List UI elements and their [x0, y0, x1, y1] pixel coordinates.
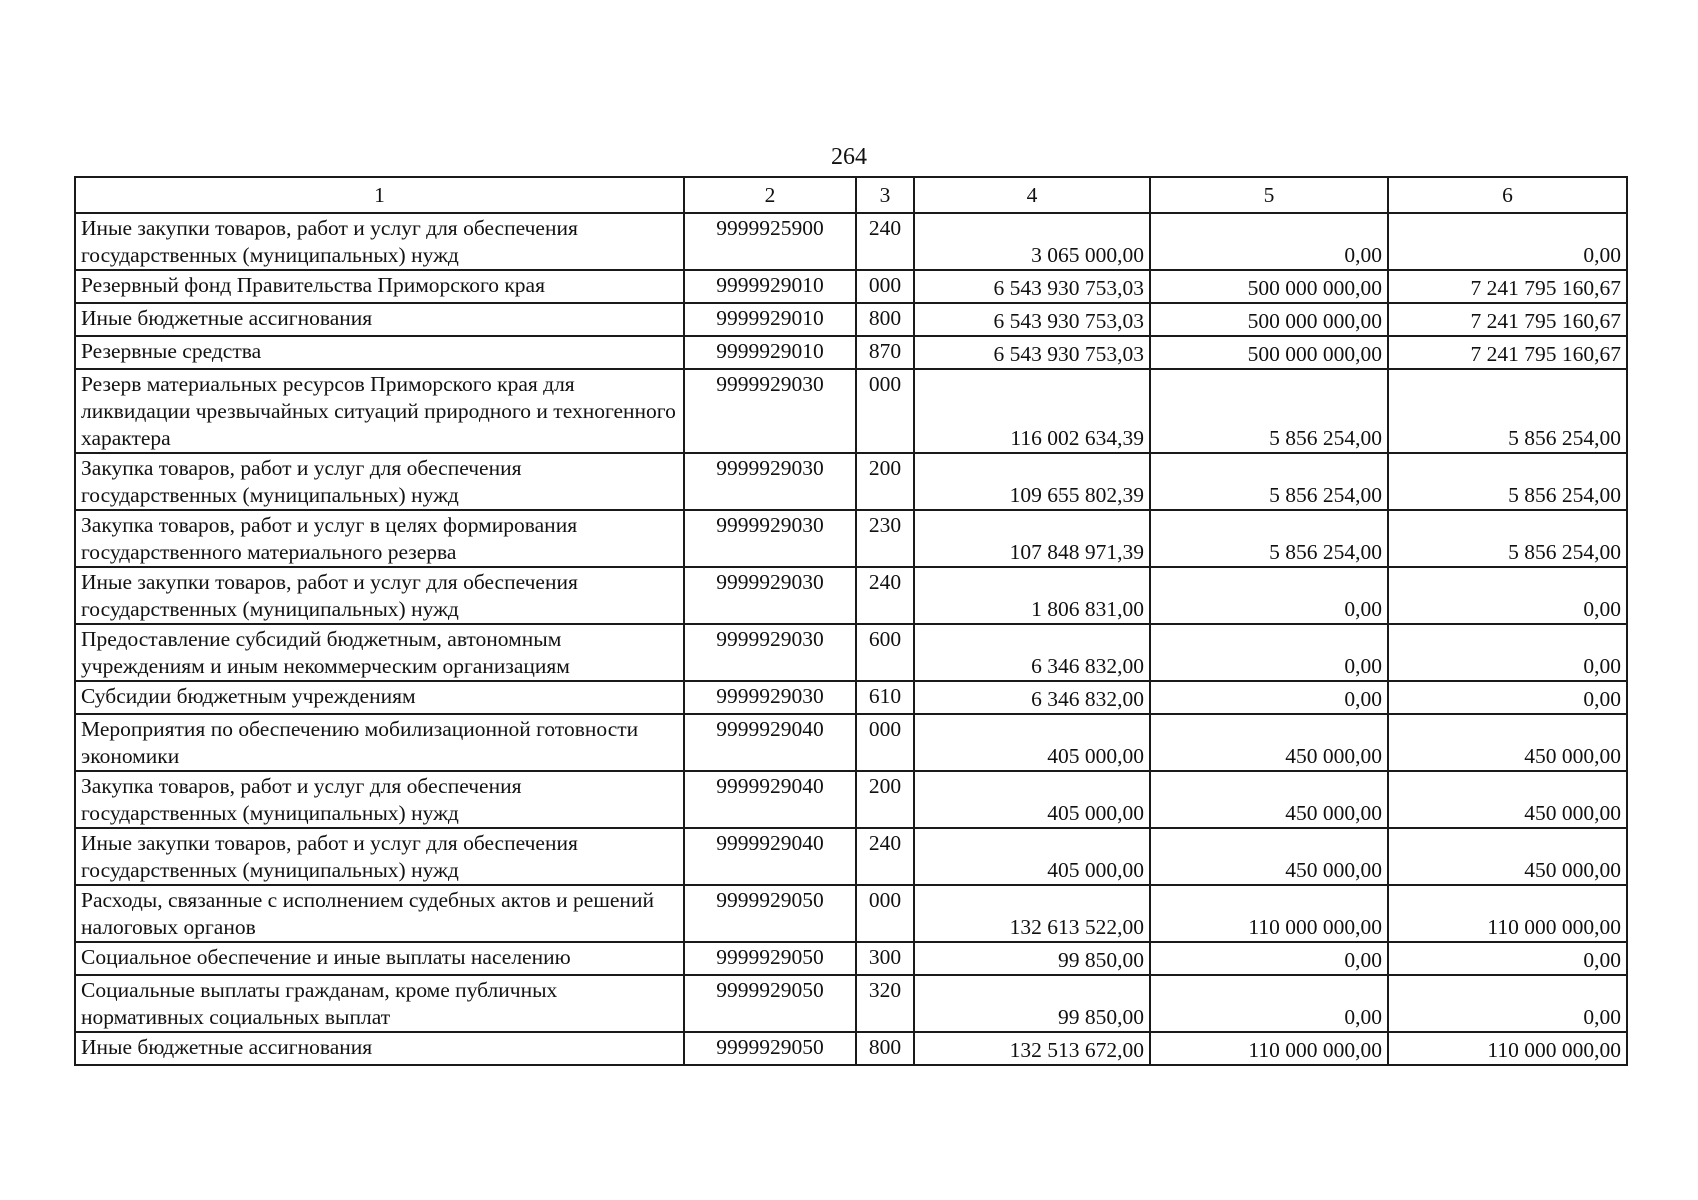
row-code-cell: 9999929040: [684, 828, 856, 885]
row-subcode-cell: 000: [856, 369, 914, 453]
row-amount-col6: 0,00: [1388, 567, 1627, 624]
table-row: [75, 270, 1627, 303]
row-amount-col6: 5 856 254,00: [1388, 369, 1627, 453]
column-header: 6: [1388, 177, 1627, 213]
table-row: [75, 714, 1627, 771]
table-row: [75, 369, 1627, 453]
row-code-cell: 9999929030: [684, 567, 856, 624]
row-code-cell: 9999929030: [684, 369, 856, 453]
row-amount-col5: 500 000 000,00: [1150, 336, 1388, 369]
row-amount-col4: 405 000,00: [914, 828, 1150, 885]
table-row: [75, 975, 1627, 1032]
row-amount-col5: 110 000 000,00: [1150, 1032, 1388, 1065]
row-amount-col6: 0,00: [1388, 942, 1627, 975]
row-subcode-cell: 870: [856, 336, 914, 369]
table-row: [75, 453, 1627, 510]
row-amount-col6: 0,00: [1388, 213, 1627, 270]
table-row: [75, 828, 1627, 885]
row-subcode-cell: 200: [856, 771, 914, 828]
row-amount-col4: 1 806 831,00: [914, 567, 1150, 624]
table-row: [75, 1032, 1627, 1065]
row-amount-col5: 0,00: [1150, 942, 1388, 975]
page-number: 264: [831, 144, 867, 170]
row-subcode-cell: 610: [856, 681, 914, 714]
row-amount-col5: 450 000,00: [1150, 828, 1388, 885]
row-code-cell: 9999929050: [684, 942, 856, 975]
row-name-cell: Социальное обеспечение и иные выплаты населению: [75, 942, 684, 975]
row-amount-col6: 0,00: [1388, 624, 1627, 681]
row-amount-col5: 450 000,00: [1150, 771, 1388, 828]
table-row: [75, 624, 1627, 681]
row-amount-col4: 109 655 802,39: [914, 453, 1150, 510]
row-name-cell: Расходы, связанные с исполнением судебных актов и решений налоговых органов: [75, 885, 684, 942]
row-amount-col6: 7 241 795 160,67: [1388, 270, 1627, 303]
column-header: 2: [684, 177, 856, 213]
table-row: [75, 213, 1627, 270]
row-code-cell: 9999929010: [684, 270, 856, 303]
row-amount-col4: 405 000,00: [914, 714, 1150, 771]
row-amount-col4: 132 613 522,00: [914, 885, 1150, 942]
row-amount-col5: 5 856 254,00: [1150, 369, 1388, 453]
row-amount-col6: 7 241 795 160,67: [1388, 336, 1627, 369]
row-amount-col4: 3 065 000,00: [914, 213, 1150, 270]
row-amount-col4: 6 543 930 753,03: [914, 270, 1150, 303]
row-code-cell: 9999929010: [684, 336, 856, 369]
row-name-cell: Закупка товаров, работ и услуг для обеспечения государственных (муниципальных) нужд: [75, 771, 684, 828]
row-amount-col6: 5 856 254,00: [1388, 453, 1627, 510]
row-amount-col6: 0,00: [1388, 975, 1627, 1032]
row-amount-col4: 99 850,00: [914, 942, 1150, 975]
row-subcode-cell: 600: [856, 624, 914, 681]
row-name-cell: Иные закупки товаров, работ и услуг для обеспечения государственных (муниципальных) нужд: [75, 567, 684, 624]
row-amount-col4: 6 543 930 753,03: [914, 336, 1150, 369]
row-amount-col5: 0,00: [1150, 567, 1388, 624]
row-amount-col4: 6 543 930 753,03: [914, 303, 1150, 336]
row-amount-col5: 0,00: [1150, 681, 1388, 714]
table-row: [75, 771, 1627, 828]
row-amount-col4: 405 000,00: [914, 771, 1150, 828]
row-subcode-cell: 320: [856, 975, 914, 1032]
row-name-cell: Социальные выплаты гражданам, кроме публичных нормативных социальных выплат: [75, 975, 684, 1032]
row-name-cell: Закупка товаров, работ и услуг в целях формирования государственного материального резерва: [75, 510, 684, 567]
row-code-cell: 9999929050: [684, 1032, 856, 1065]
row-subcode-cell: 000: [856, 714, 914, 771]
row-amount-col6: 450 000,00: [1388, 828, 1627, 885]
row-amount-col4: 99 850,00: [914, 975, 1150, 1032]
row-code-cell: 9999929010: [684, 303, 856, 336]
column-header: 1: [75, 177, 684, 213]
row-code-cell: 9999929040: [684, 714, 856, 771]
table-row: [75, 567, 1627, 624]
row-amount-col4: 116 002 634,39: [914, 369, 1150, 453]
row-subcode-cell: 800: [856, 303, 914, 336]
row-subcode-cell: 200: [856, 453, 914, 510]
row-amount-col4: 132 513 672,00: [914, 1032, 1150, 1065]
table-body: [75, 213, 1627, 1065]
table-row: [75, 303, 1627, 336]
row-code-cell: 9999929030: [684, 510, 856, 567]
row-name-cell: Субсидии бюджетным учреждениям: [75, 681, 684, 714]
row-name-cell: Иные бюджетные ассигнования: [75, 303, 684, 336]
row-name-cell: Резервный фонд Правительства Приморского края: [75, 270, 684, 303]
row-subcode-cell: 240: [856, 567, 914, 624]
row-amount-col5: 500 000 000,00: [1150, 270, 1388, 303]
row-amount-col5: 5 856 254,00: [1150, 453, 1388, 510]
row-subcode-cell: 300: [856, 942, 914, 975]
table-row: [75, 942, 1627, 975]
row-name-cell: Резервные средства: [75, 336, 684, 369]
row-amount-col5: 0,00: [1150, 213, 1388, 270]
column-header: 3: [856, 177, 914, 213]
row-subcode-cell: 000: [856, 885, 914, 942]
row-code-cell: 9999929030: [684, 453, 856, 510]
row-amount-col5: 0,00: [1150, 624, 1388, 681]
row-name-cell: Иные бюджетные ассигнования: [75, 1032, 684, 1065]
table-row: [75, 510, 1627, 567]
table-row: [75, 885, 1627, 942]
row-code-cell: 9999929050: [684, 885, 856, 942]
row-amount-col5: 110 000 000,00: [1150, 885, 1388, 942]
row-amount-col4: 6 346 832,00: [914, 624, 1150, 681]
row-name-cell: Мероприятия по обеспечению мобилизационной готовности экономики: [75, 714, 684, 771]
row-amount-col4: 6 346 832,00: [914, 681, 1150, 714]
row-amount-col5: 450 000,00: [1150, 714, 1388, 771]
row-name-cell: Иные закупки товаров, работ и услуг для обеспечения государственных (муниципальных) нужд: [75, 828, 684, 885]
row-amount-col6: 450 000,00: [1388, 771, 1627, 828]
table-row: [75, 336, 1627, 369]
row-code-cell: 9999929040: [684, 771, 856, 828]
row-amount-col6: 110 000 000,00: [1388, 1032, 1627, 1065]
row-amount-col5: 5 856 254,00: [1150, 510, 1388, 567]
row-name-cell: Закупка товаров, работ и услуг для обеспечения государственных (муниципальных) нужд: [75, 453, 684, 510]
row-amount-col6: 0,00: [1388, 681, 1627, 714]
row-code-cell: 9999929050: [684, 975, 856, 1032]
row-amount-col5: 0,00: [1150, 975, 1388, 1032]
table-row: [75, 681, 1627, 714]
row-subcode-cell: 240: [856, 828, 914, 885]
row-amount-col6: 5 856 254,00: [1388, 510, 1627, 567]
row-name-cell: Иные закупки товаров, работ и услуг для обеспечения государственных (муниципальных) нужд: [75, 213, 684, 270]
row-subcode-cell: 230: [856, 510, 914, 567]
row-name-cell: Предоставление субсидий бюджетным, автономным учреждениям и иным некоммерческим организациям: [75, 624, 684, 681]
row-code-cell: 9999929030: [684, 624, 856, 681]
row-amount-col4: 107 848 971,39: [914, 510, 1150, 567]
column-header: 4: [914, 177, 1150, 213]
column-header: 5: [1150, 177, 1388, 213]
row-subcode-cell: 800: [856, 1032, 914, 1065]
row-amount-col5: 500 000 000,00: [1150, 303, 1388, 336]
row-code-cell: 9999929030: [684, 681, 856, 714]
row-subcode-cell: 240: [856, 213, 914, 270]
row-code-cell: 9999925900: [684, 213, 856, 270]
row-name-cell: Резерв материальных ресурсов Приморского края для ликвидации чрезвычайных ситуаций природного и техногенного характера: [75, 369, 684, 453]
row-amount-col6: 110 000 000,00: [1388, 885, 1627, 942]
row-amount-col6: 450 000,00: [1388, 714, 1627, 771]
row-subcode-cell: 000: [856, 270, 914, 303]
row-amount-col6: 7 241 795 160,67: [1388, 303, 1627, 336]
budget-table: [74, 176, 1628, 1066]
header-row: [75, 177, 1627, 213]
